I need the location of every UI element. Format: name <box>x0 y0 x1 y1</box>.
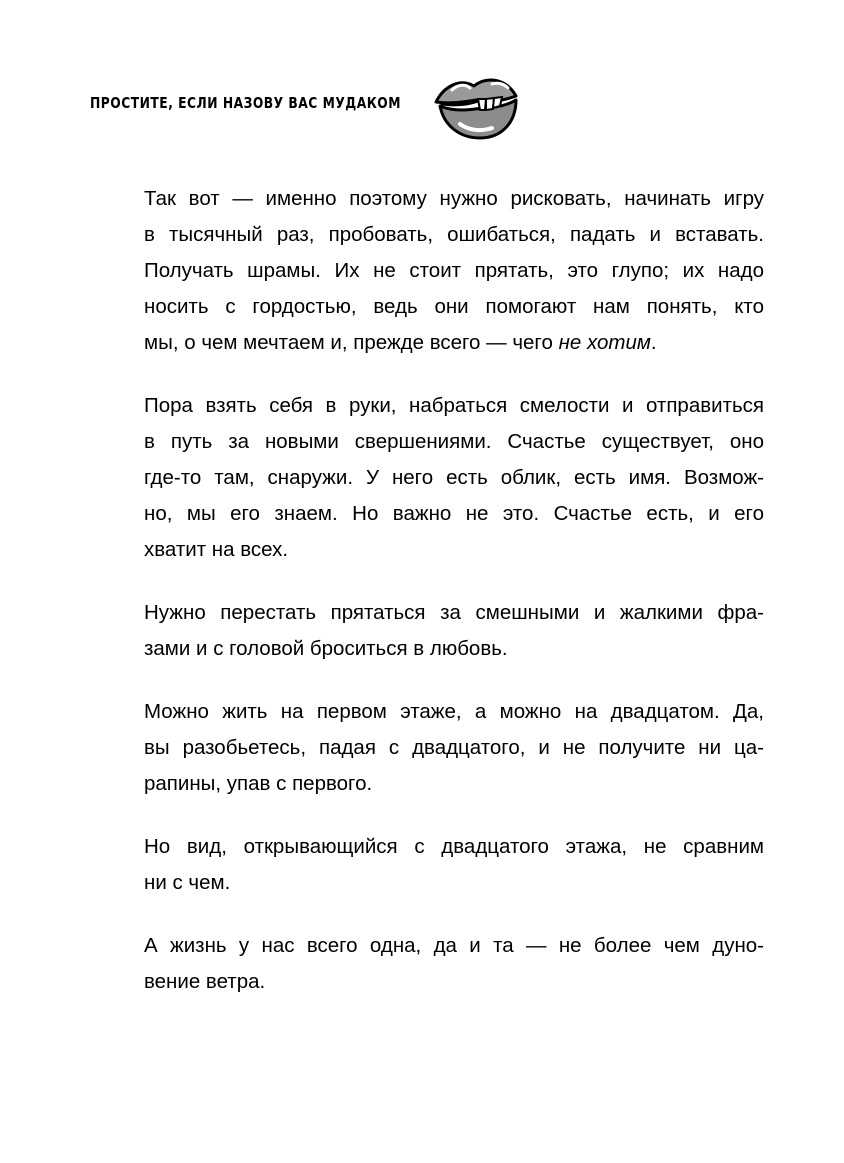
paragraph-2 <box>144 388 764 568</box>
text-line: Так вот — именно поэтому нужно рисковать, начинать игру <box>144 187 764 210</box>
text-line: в путь за новыми свершениями. Счастье существует, оно <box>144 430 764 453</box>
lips-biting-icon <box>430 72 520 144</box>
text-line: Пора взять себя в руки, набраться смелости и отправиться <box>144 394 764 417</box>
page-header <box>90 72 530 152</box>
text-line: Получать шрамы. Их не стоит прятать, это глупо; их надо <box>144 259 764 282</box>
text-line: но, мы его знаем. Но важно не это. Счастье есть, и его <box>144 502 764 525</box>
text-line: мы, о чем мечтаем и, прежде всего — чего не хотим. <box>144 331 657 354</box>
paragraph-5 <box>144 829 764 901</box>
text-line: рапины, упав с первого. <box>144 772 373 795</box>
text-line: Можно жить на первом этаже, а можно на двадцатом. Да, <box>144 700 764 723</box>
text-line: носить с гордостью, ведь они помогают нам понять, кто <box>144 295 764 318</box>
text-line: хватит на всех. <box>144 538 289 561</box>
paragraph-6 <box>144 928 764 1000</box>
text-run: мы, о чем мечтаем и, прежде всего — чего <box>144 331 559 354</box>
paragraph-3 <box>144 595 764 667</box>
text-line: где-то там, снаружи. У него есть облик, есть имя. Возмож- <box>144 466 764 489</box>
text-line: ни с чем. <box>144 871 231 894</box>
text-line: вение ветра. <box>144 970 266 993</box>
running-title: ПРОСТИТЕ, ЕСЛИ НАЗОВУ ВАС МУДАКОМ <box>90 94 401 112</box>
text-line: вы разобьетесь, падая с двадцатого, и не получите ни ца- <box>144 736 764 759</box>
text-line: Нужно перестать прятаться за смешными и жалкими фра- <box>144 601 764 624</box>
paragraph-1 <box>144 181 764 361</box>
body-text <box>144 181 764 1027</box>
text-line: Но вид, открывающийся с двадцатого этажа, не сравним <box>144 835 764 858</box>
paragraph-4 <box>144 694 764 802</box>
text-line: зами и с головой броситься в любовь. <box>144 637 508 660</box>
emphasis-text: не хотим <box>558 331 651 354</box>
text-line: в тысячный раз, пробовать, ошибаться, падать и вставать. <box>144 223 764 246</box>
text-line: А жизнь у нас всего одна, да и та — не более чем дуно- <box>144 934 764 957</box>
